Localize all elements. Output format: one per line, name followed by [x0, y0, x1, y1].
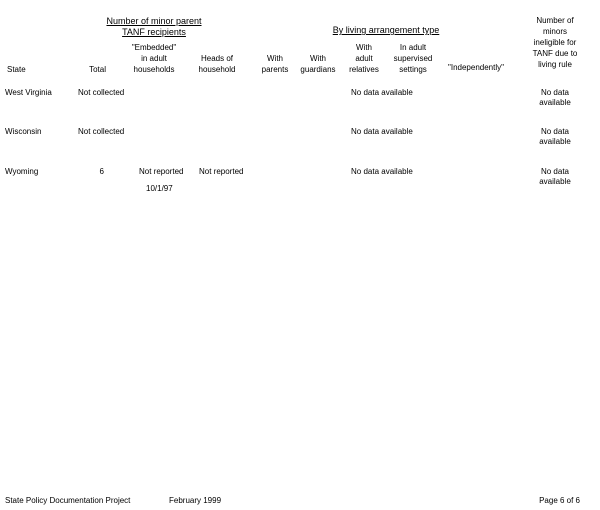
column-header-independently: "Independently"	[448, 63, 504, 72]
column-header-ineligible-line5: living rule	[538, 60, 572, 69]
table-row-heads: Not reported	[199, 167, 244, 176]
table-row-living-arrangement: No data available	[351, 167, 413, 176]
table-row-living-arrangement: No data available	[351, 88, 413, 97]
table-row-state: Wisconsin	[5, 127, 42, 136]
column-header-relatives-line2: adult	[355, 54, 373, 63]
column-header-ineligible-line1: Number of	[536, 16, 574, 25]
table-row-ineligible-line1: No data	[540, 167, 570, 176]
column-header-guardians-line2: guardians	[300, 65, 336, 74]
column-header-total: Total	[89, 65, 106, 74]
column-header-ineligible-line4: TANF due to	[532, 49, 578, 58]
column-header-supervised-line3: settings	[399, 65, 427, 74]
column-header-guardians-line1: With	[310, 54, 326, 63]
column-header-parents-line1: With	[267, 54, 283, 63]
column-header-heads-line2: household	[198, 65, 236, 74]
table-row-embedded-note: 10/1/97	[146, 184, 173, 193]
column-header-ineligible-line3: ineligible for	[533, 38, 577, 47]
column-header-embedded-line1: "Embedded"	[131, 43, 177, 52]
column-header-relatives-line3: relatives	[349, 65, 379, 74]
column-header-heads-line1: Heads of	[200, 54, 234, 63]
living-arrangement-group-heading: By living arrangement type	[332, 25, 440, 35]
column-header-parents-line2: parents	[261, 65, 289, 74]
footer-page-number: Page 6 of 6	[539, 496, 580, 505]
column-header-embedded-line3: households	[133, 65, 175, 74]
table-row-state: Wyoming	[5, 167, 39, 176]
table-row-living-arrangement: No data available	[351, 127, 413, 136]
footer-project-name: State Policy Documentation Project	[5, 496, 131, 505]
tanf-group-heading: Number of minor parent	[106, 16, 202, 26]
column-header-ineligible-line2: minors	[542, 27, 567, 36]
column-header-embedded-line2: in adult	[141, 54, 167, 63]
table-row-ineligible-line2: available	[539, 137, 571, 146]
footer-date: February 1999	[169, 496, 222, 505]
column-header-state: State	[7, 65, 26, 74]
tanf-group-heading-line2: TANF recipients	[122, 27, 186, 37]
table-row-ineligible-line2: available	[539, 98, 571, 107]
table-row-total: 6	[99, 167, 104, 176]
table-row-ineligible-line2: available	[539, 177, 571, 186]
table-row-ineligible-line1: No data	[540, 127, 570, 136]
column-header-relatives-line1: With	[356, 43, 372, 52]
table-row-total: Not collected	[78, 88, 125, 97]
table-row-ineligible-line1: No data	[540, 88, 570, 97]
table-row-embedded: Not reported	[139, 167, 184, 176]
table-row-state: West Virginia	[5, 88, 52, 97]
column-header-supervised-line2: supervised	[393, 54, 433, 63]
table-row-total: Not collected	[78, 127, 125, 136]
column-header-supervised-line1: In adult	[399, 43, 427, 52]
